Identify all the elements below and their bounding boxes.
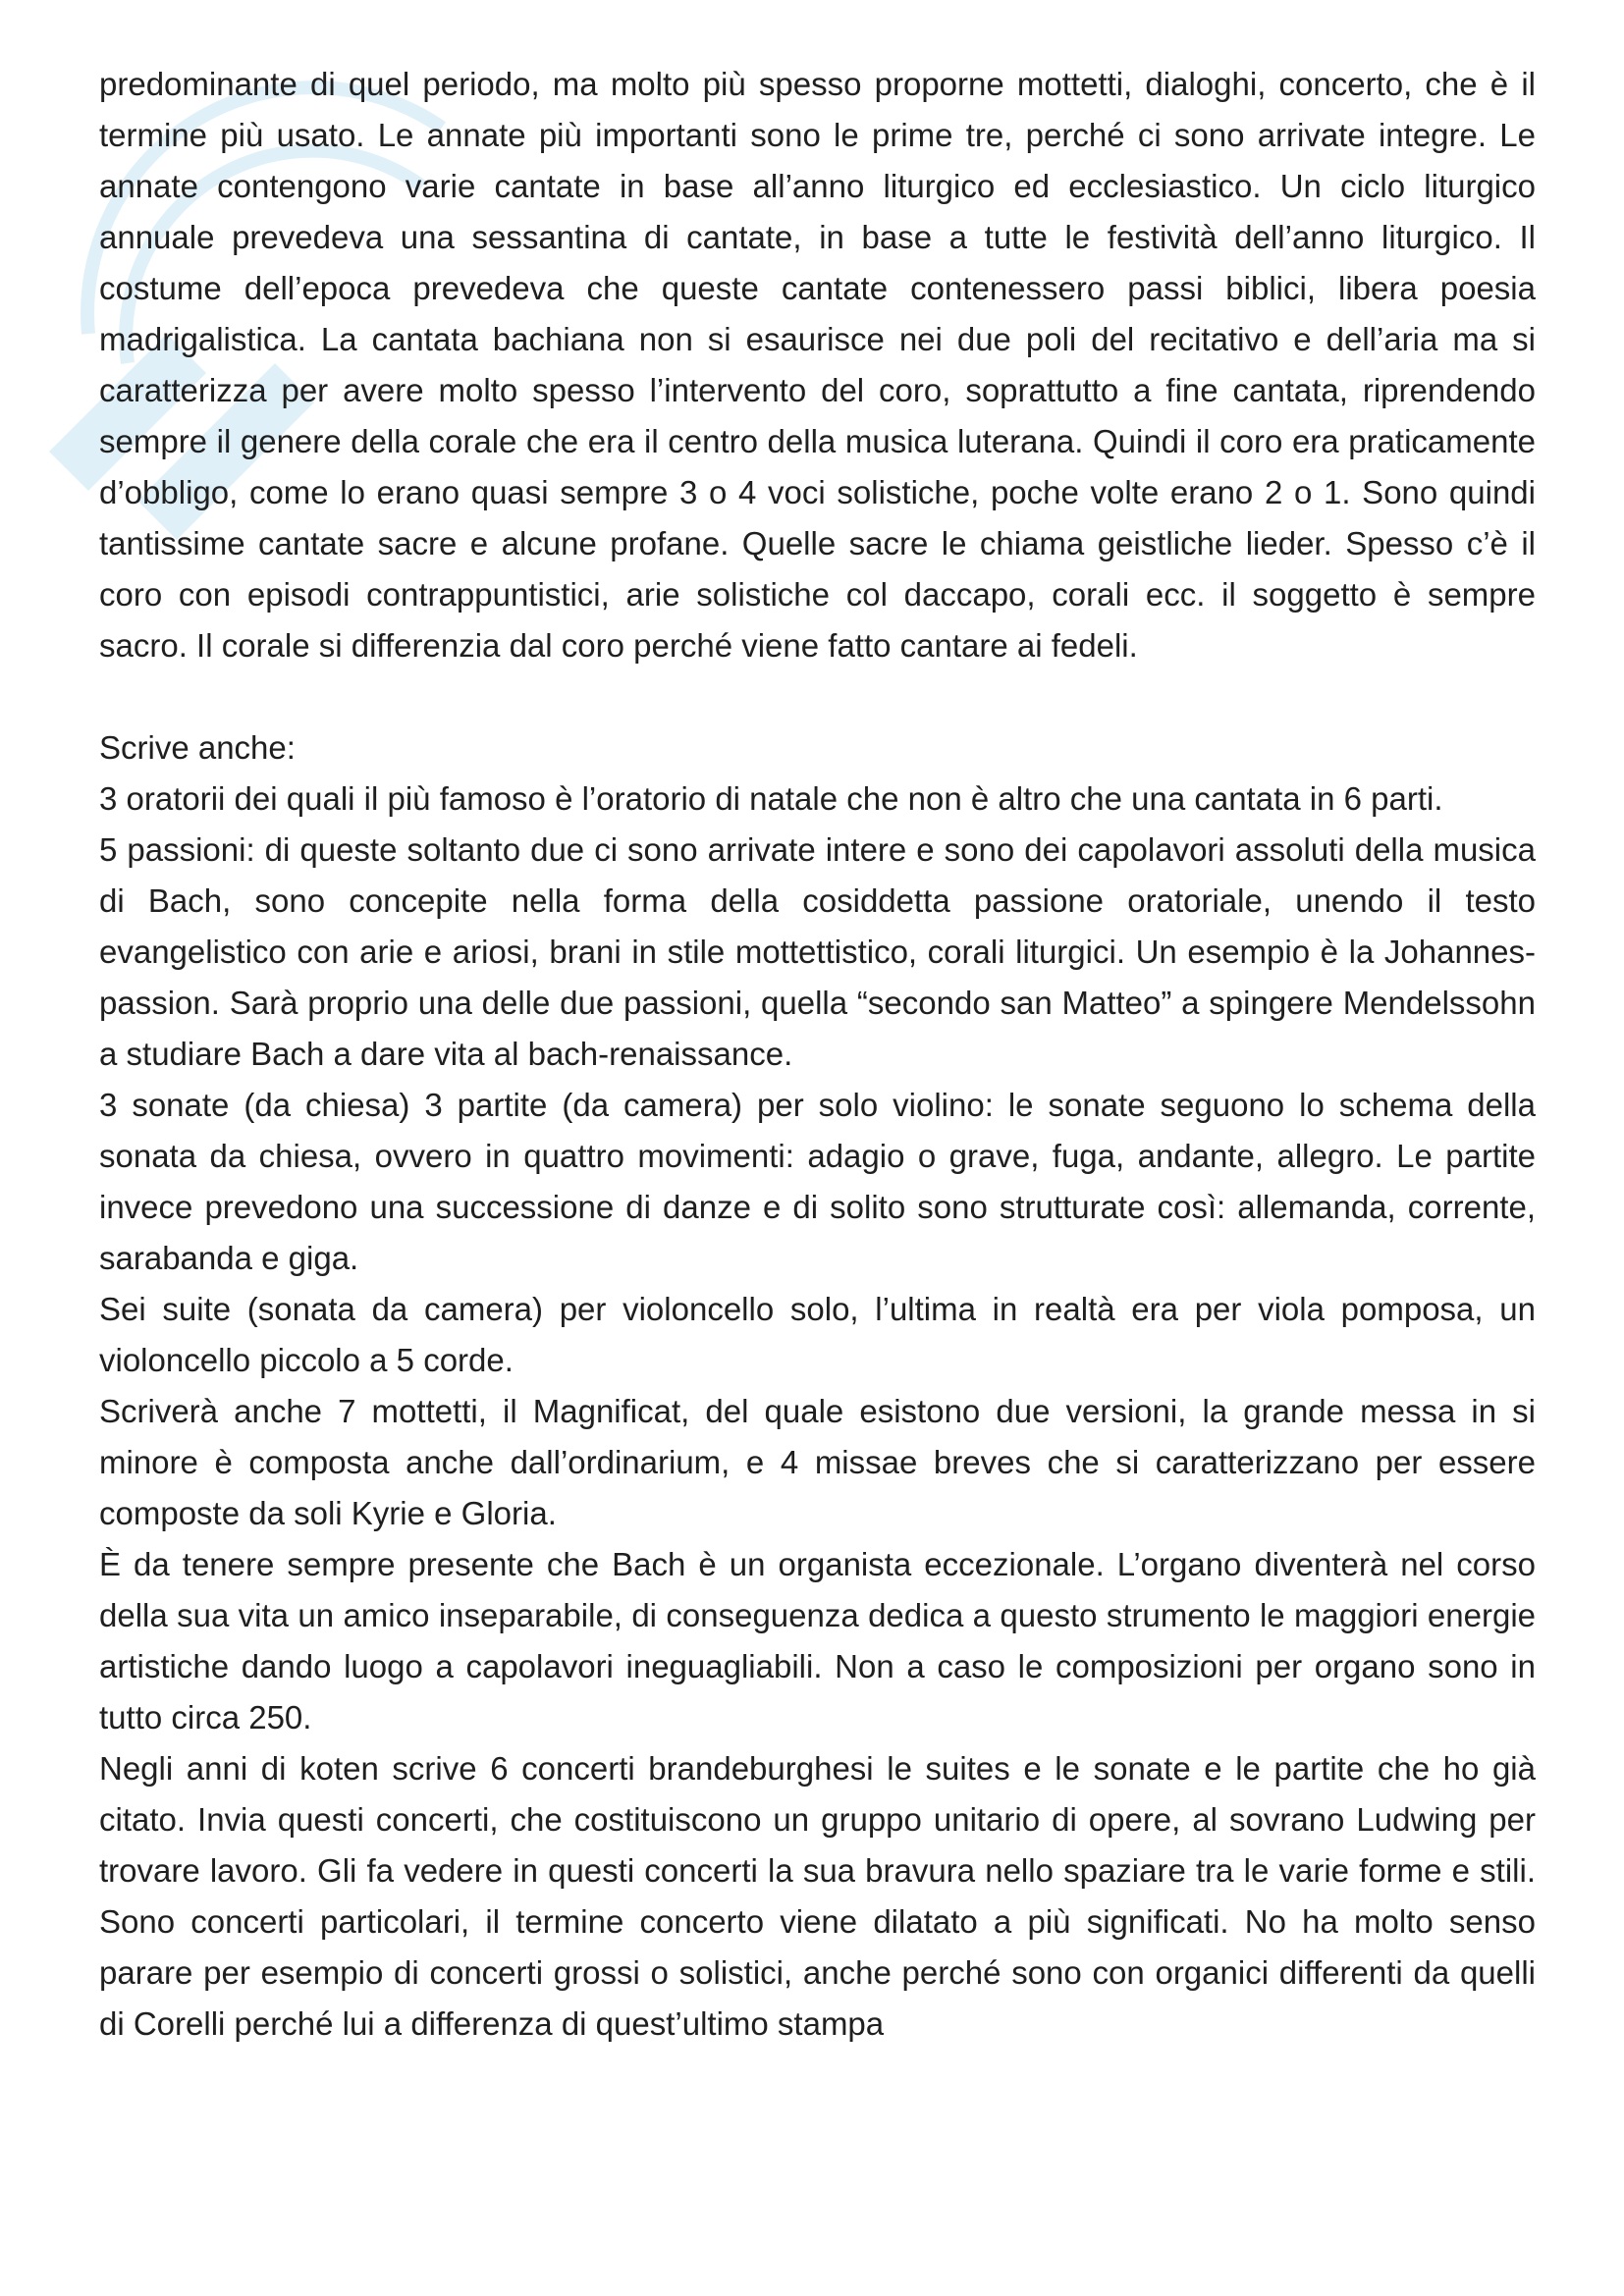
paragraph-brandeburghesi: Negli anni di koten scrive 6 concerti brandeburghesi le suites e le sonate e le partite che ho già citato. Invia questi concerti, che costituiscono un gruppo unitario di opere, al sovrano Ludwing per trovare lavoro. Gli fa vedere in questi concerti la sua bravura nello spaziare tra le varie forme e stili. Sono concerti particolari, il termine concerto viene dilatato a più significati. No ha molto senso parare per esempio di concerti grossi o solistici, anche perché sono con organici differenti da quelli di Corelli perché lui a differenza di quest’ultimo stampa: [99, 1750, 1536, 2042]
paragraph-passioni: 5 passioni: di queste soltanto due ci sono arrivate intere e sono dei capolavori assoluti della musica di Bach, sono concepite nella forma della cosiddetta passione oratoriale, unendo il testo evangelistico con arie e ariosi, brani in stile mottettistico, corali liturgici. Un esempio è la Johannes-passion. Sarà proprio una delle due passioni, quella “secondo san Matteo” a spingere Mendelssohn a studiare Bach a dare vita al bach-renaissance.: [99, 831, 1536, 1072]
paragraph-suite-violoncello: Sei suite (sonata da camera) per violoncello solo, l’ultima in realtà era per viola pomposa, un violoncello piccolo a 5 corde.: [99, 1291, 1536, 1378]
paragraph-sonate-partite: 3 sonate (da chiesa) 3 partite (da camera) per solo violino: le sonate seguono lo schema della sonata da chiesa, ovvero in quattro movimenti: adagio o grave, fuga, andante, allegro. Le partite invece prevedono una successione di danze e di solito sono strutturate così: allemanda, corrente, sarabanda e giga.: [99, 1087, 1536, 1276]
paragraph-oratorii: 3 oratorii dei quali il più famoso è l’oratorio di natale che non è altro che una cantata in 6 parti.: [99, 780, 1443, 817]
paragraph-organo: È da tenere sempre presente che Bach è un organista eccezionale. L’organo diventerà nel corso della sua vita un amico inseparabile, di conseguenza dedica a questo strumento le maggiori energie artistiche dando luogo a capolavori ineguagliabili. Non a caso le composizioni per organo sono in tutto circa 250.: [99, 1546, 1536, 1735]
paragraph-cantate: predominante di quel periodo, ma molto più spesso proporne mottetti, dialoghi, concerto, che è il termine più usato. Le annate più importanti sono le prime tre, perché ci sono arrivate integre. Le annate contengono varie cantate in base all’anno liturgico ed ecclesiastico. Un ciclo liturgico annuale prevedeva una sessantina di cantate, in base a tutte le festività dell’anno liturgico. Il costume dell’epoca prevedeva che queste cantate contenessero passi biblici, libera poesia madrigalistica. La cantata bachiana non si esaurisce nei due poli del recitativo e dell’aria ma si caratterizza per avere molto spesso l’intervento del coro, soprattutto a fine cantata, riprendendo sempre il genere della corale che era il centro della musica luterana. Quindi il coro era praticamente d’obbligo, come lo erano quasi sempre 3 o 4 voci solistiche, poche volte erano 2 o 1. Sono quindi tantissime cantate sacre e alcune profane. Quelle sacre le chiama geistliche lieder. Spesso c’è il coro con episodi contrappuntistici, arie solistiche col daccapo, corali ecc. il soggetto è sempre sacro. Il corale si differenzia dal coro perché viene fatto cantare ai fedeli.: [99, 66, 1536, 664]
document-page: [99, 59, 1536, 2050]
paragraph-spacer: [99, 671, 1536, 722]
paragraph-scrive-anche: Scrive anche:: [99, 729, 296, 766]
paragraph-mottetti: Scriverà anche 7 mottetti, il Magnificat, del quale esistono due versioni, la grande messa in si minore è composta anche dall’ordinarium, e 4 missae breves che si caratterizzano per essere composte da soli Kyrie e Gloria.: [99, 1393, 1536, 1531]
